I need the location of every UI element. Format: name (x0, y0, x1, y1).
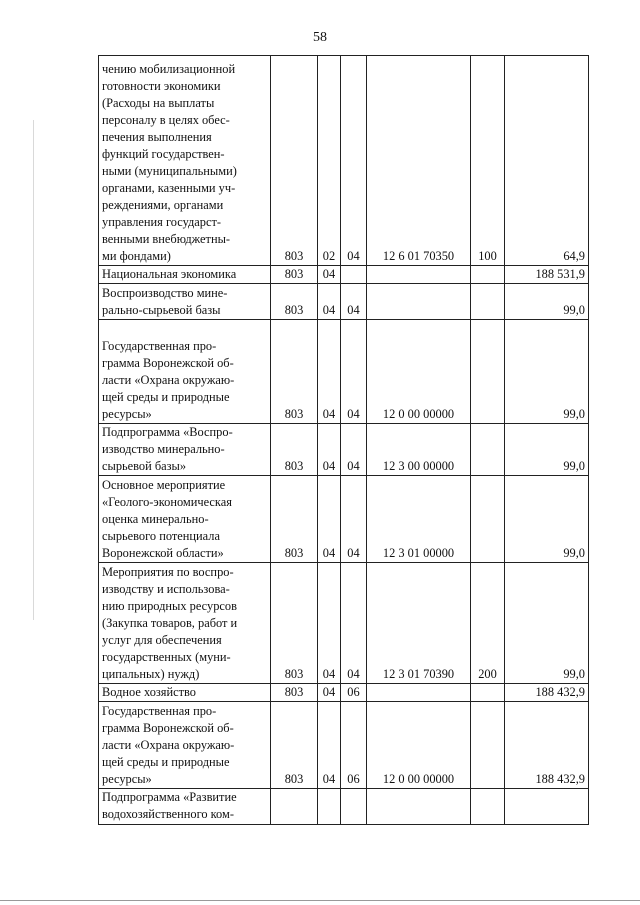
table-row (99, 684, 589, 702)
cell-pr: 04 (341, 320, 367, 424)
cell-gr: 803 (271, 56, 318, 266)
cell-rz: 04 (318, 476, 341, 563)
cell-name: Водное хозяйство (99, 684, 271, 702)
cell-vr (471, 684, 505, 702)
budget-table (98, 55, 589, 825)
cell-gr: 803 (271, 266, 318, 284)
cell-vr (471, 789, 505, 825)
table-row (99, 563, 589, 684)
cell-name: Национальная экономика (99, 266, 271, 284)
cell-rz: 04 (318, 284, 341, 320)
cell-vr: 100 (471, 56, 505, 266)
cell-name: Государственная про- грамма Воронежской об- ласти «Охрана окружаю- щей среды и природные ресурсы» (99, 702, 271, 789)
cell-vr (471, 424, 505, 476)
cell-pr: 04 (341, 284, 367, 320)
cell-name: Мероприятия по воспро- изводству и использова- нию природных ресурсов (Закупка товаров, работ и услуг для обеспечения государственных (муни- ципальных) нужд) (99, 563, 271, 684)
cell-pr (341, 789, 367, 825)
cell-sum: 99,0 (505, 424, 589, 476)
cell-csr: 12 0 00 00000 (367, 702, 471, 789)
cell-gr: 803 (271, 684, 318, 702)
cell-sum: 99,0 (505, 563, 589, 684)
cell-rz: 02 (318, 56, 341, 266)
cell-pr: 04 (341, 424, 367, 476)
page-bottom-edge (0, 900, 640, 901)
cell-gr: 803 (271, 563, 318, 684)
cell-csr (367, 266, 471, 284)
cell-name: Основное мероприятие «Геолого-экономическая оценка минерально- сырьевого потенциала Воронежской области» (99, 476, 271, 563)
cell-gr: 803 (271, 320, 318, 424)
cell-sum: 188 531,9 (505, 266, 589, 284)
cell-sum: 99,0 (505, 320, 589, 424)
table-row (99, 702, 589, 789)
cell-pr: 04 (341, 476, 367, 563)
table-row (99, 476, 589, 563)
cell-csr: 12 6 01 70350 (367, 56, 471, 266)
table-row (99, 789, 589, 825)
cell-rz: 04 (318, 563, 341, 684)
cell-vr (471, 320, 505, 424)
cell-name: Государственная про- грамма Воронежской об- ласти «Охрана окружаю- щей среды и природные ресурсы» (99, 320, 271, 424)
table-row (99, 56, 589, 266)
cell-sum: 64,9 (505, 56, 589, 266)
cell-vr (471, 702, 505, 789)
cell-sum: 99,0 (505, 284, 589, 320)
page-number: 58 (313, 30, 327, 45)
table-row (99, 424, 589, 476)
cell-name: Подпрограмма «Воспро- изводство минерально- сырьевой базы» (99, 424, 271, 476)
cell-csr (367, 284, 471, 320)
cell-name: Подпрограмма «Развитие водохозяйственного ком- (99, 789, 271, 825)
cell-rz: 04 (318, 702, 341, 789)
cell-vr (471, 476, 505, 563)
cell-pr (341, 266, 367, 284)
table-row (99, 284, 589, 320)
cell-csr: 12 3 00 00000 (367, 424, 471, 476)
cell-rz: 04 (318, 320, 341, 424)
cell-rz: 04 (318, 266, 341, 284)
cell-vr (471, 266, 505, 284)
cell-rz: 04 (318, 424, 341, 476)
cell-gr: 803 (271, 476, 318, 563)
cell-csr: 12 3 01 70390 (367, 563, 471, 684)
cell-gr: 803 (271, 702, 318, 789)
table-row (99, 320, 589, 424)
cell-csr (367, 789, 471, 825)
cell-vr: 200 (471, 563, 505, 684)
cell-csr: 12 0 00 00000 (367, 320, 471, 424)
cell-name: чению мобилизационной готовности экономики (Расходы на выплаты персоналу в целях обес- печения выполнения функций государствен- ными (муниципальными) органами, казенными уч- реждениями, органами управления государст- венными внебюджетны- ми фондами) (99, 56, 271, 266)
cell-gr: 803 (271, 284, 318, 320)
cell-rz: 04 (318, 684, 341, 702)
cell-sum: 188 432,9 (505, 702, 589, 789)
cell-gr: 803 (271, 424, 318, 476)
cell-sum: 188 432,9 (505, 684, 589, 702)
cell-name: Воспроизводство мине- рально-сырьевой базы (99, 284, 271, 320)
cell-csr (367, 684, 471, 702)
cell-sum: 99,0 (505, 476, 589, 563)
table-body (99, 56, 589, 825)
table-row (99, 266, 589, 284)
cell-pr: 04 (341, 563, 367, 684)
cell-csr: 12 3 01 00000 (367, 476, 471, 563)
cell-pr: 04 (341, 56, 367, 266)
cell-sum (505, 789, 589, 825)
cell-gr (271, 789, 318, 825)
cell-vr (471, 284, 505, 320)
cell-rz (318, 789, 341, 825)
scan-artifact-line (33, 120, 34, 620)
cell-pr: 06 (341, 702, 367, 789)
cell-pr: 06 (341, 684, 367, 702)
